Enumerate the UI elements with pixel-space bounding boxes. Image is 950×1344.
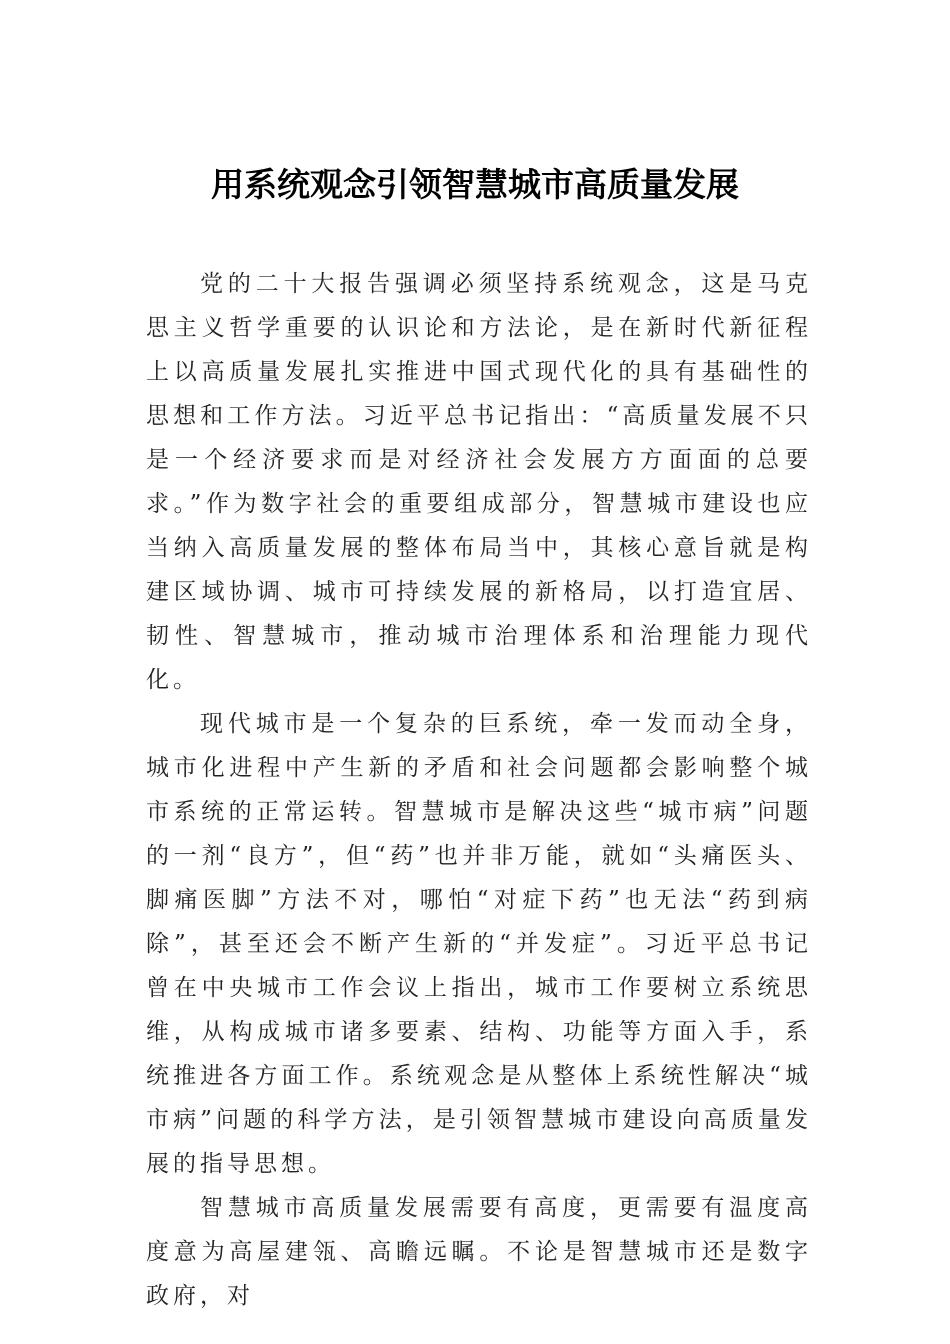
paragraph-1: 党的二十大报告强调必须坚持系统观念，这是马克思主义哲学重要的认识论和方法论，是在新时代新征程上以高质量发展扎实推进中国式现代化的具有基础性的思想和工作方法。习近平总书记指出：“高质量发展不只是一个经济要求而是对经济社会发展方方面面的总要求。”作为数字社会的重要组成部分，智慧城市建设也应当纳入高质量发展的整体布局当中，其核心意旨就是构建区域协调、城市可持续发展的新格局，以打造宜居、韧性、智慧城市，推动城市治理体系和治理能力现代化。 [146,271,812,693]
paragraph-2: 现代城市是一个复杂的巨系统，牵一发而动全身，城市化进程中产生新的矛盾和社会问题都会影响整个城市系统的正常运转。智慧城市是解决这些“城市病”问题的一剂“良方”，但“药”也并非万能，就如“头痛医头、脚痛医脚”方法不对，哪怕“对症下药”也无法“药到病除”，甚至还会不断产生新的“并发症”。习近平总书记曾在中央城市工作会议上指出，城市工作要树立系统思维，从构成城市诸多要素、结构、功能等方面入手，系统推进各方面工作。系统观念是从整体上系统性解决“城市病”问题的科学方法，是引领智慧城市建设向高质量发展的指导思想。 [146,711,812,1177]
document-title: 用系统观念引领智慧城市高质量发展 [211,165,739,204]
paragraph-3: 智慧城市高质量发展需要有高度，更需要有温度高度意为高屋建瓴、高瞻远瞩。不论是智慧城市还是数字政府，对 [146,1195,812,1309]
document-body [146,262,812,1318]
